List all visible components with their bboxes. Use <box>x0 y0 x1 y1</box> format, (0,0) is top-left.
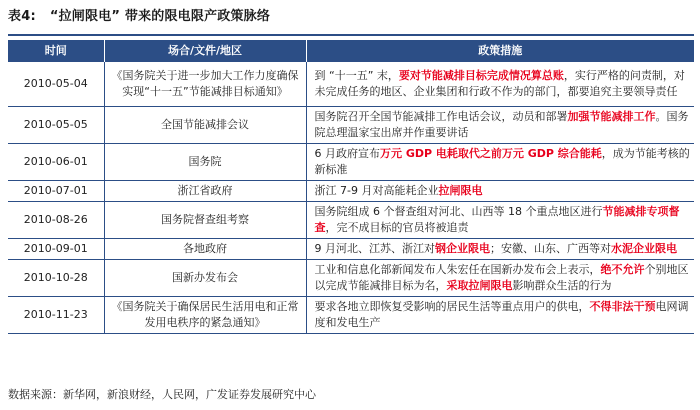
data-source-note: 数据来源：新华网，新浪财经，人民网，广发证券发展研究中心 <box>8 388 316 401</box>
cell-place: 各地政府 <box>104 238 306 259</box>
measure-text: ，实行严格的问责制，对未完成任务的地区、企业集团和行政不作为的部门，都要追究主要领导责任 <box>314 68 685 98</box>
policy-table <box>8 40 694 334</box>
measure-text: 到 “十一五” 末， <box>314 68 399 82</box>
highlighted-text: 钢企业限电 <box>435 241 490 255</box>
measure-text: 影响群众生活的行为 <box>512 278 612 292</box>
cell-measure <box>306 180 694 201</box>
cell-measure <box>306 62 694 106</box>
table-row <box>8 259 694 296</box>
highlighted-text: 不得非法干预 <box>589 299 656 313</box>
highlighted-text: 万元 GDP 电耗取代之前万元 GDP 综合能耗 <box>380 146 602 160</box>
cell-measure <box>306 296 694 333</box>
cell-place: 国务院督查组考察 <box>104 201 306 238</box>
highlighted-text: 采取拉闸限电 <box>446 278 513 292</box>
table-row <box>8 143 694 180</box>
cell-date: 2010-08-26 <box>8 201 104 238</box>
cell-measure <box>306 143 694 180</box>
measure-text: 6 月政府宣布 <box>314 146 380 160</box>
cell-place: 国务院 <box>104 143 306 180</box>
measure-text: ；安徽、山东、广西等对 <box>490 241 611 255</box>
highlighted-text: 水泥企业限电 <box>611 241 677 255</box>
header-measure: 政策措施 <box>306 40 694 62</box>
cell-measure <box>306 201 694 238</box>
table-number: 表4: <box>8 9 36 24</box>
table-row <box>8 62 694 106</box>
measure-text: 个别地区以完成节能减排目标为名， <box>314 262 689 292</box>
cell-date: 2010-06-01 <box>8 143 104 180</box>
cell-measure <box>306 238 694 259</box>
table-row <box>8 238 694 259</box>
table-row <box>8 201 694 238</box>
measure-text: 电网调度和发电生产 <box>314 299 689 329</box>
cell-place: 《国务院关于确保居民生活用电和正常发用电秩序的紧急通知》 <box>104 296 306 333</box>
table-title-text: “拉闸限电” 带来的限电限产政策脉络 <box>49 9 271 24</box>
measure-text: ，成为节能考核的新标准 <box>314 146 690 176</box>
table-header-row <box>8 40 694 62</box>
highlighted-text: 要对节能减排目标完成情况算总账 <box>398 68 564 82</box>
cell-place: 《国务院关于进一步加大工作力度确保实现“十一五”节能减排目标通知》 <box>104 62 306 106</box>
measure-text: 。国务院总理温家宝出席并作重要讲话 <box>314 109 689 139</box>
cell-date: 2010-11-23 <box>8 296 104 333</box>
cell-place: 国新办发布会 <box>104 259 306 296</box>
cell-place: 浙江省政府 <box>104 180 306 201</box>
measure-text: 国务院召开全国节能减排工作电话会议，动员和部署 <box>314 109 568 123</box>
measure-text: ，完不成目标的官员将被追责 <box>325 220 469 234</box>
table-row <box>8 180 694 201</box>
measure-text: 国务院组成 6 个督查组对河北、山西等 18 个重点地区进行 <box>314 204 603 218</box>
measure-text: 9 月河北、江苏、浙江对 <box>314 241 435 255</box>
cell-measure <box>306 259 694 296</box>
highlighted-text: 拉闸限电 <box>438 183 483 197</box>
highlighted-text: 节能减排专项督查 <box>314 204 680 234</box>
highlighted-text: 加强节能减排工作 <box>567 109 656 123</box>
header-place: 场合/文件/地区 <box>104 40 306 62</box>
title-divider <box>8 34 694 36</box>
measure-text: 工业和信息化部新闻发布人朱宏任在国新办发布会上表示， <box>314 262 601 276</box>
cell-date: 2010-05-05 <box>8 106 104 143</box>
table-row <box>8 296 694 333</box>
measure-text: 浙江 7-9 月对高能耗企业 <box>314 183 439 197</box>
cell-measure <box>306 106 694 143</box>
measure-text: 要求各地立即恢复受影响的居民生活等重点用户的供电， <box>314 299 590 313</box>
table-row <box>8 106 694 143</box>
cell-date: 2010-07-01 <box>8 180 104 201</box>
highlighted-text: 绝不允许 <box>600 262 645 276</box>
cell-place: 全国节能减排会议 <box>104 106 306 143</box>
header-date: 时间 <box>8 40 104 62</box>
table-title <box>8 5 270 24</box>
cell-date: 2010-09-01 <box>8 238 104 259</box>
cell-date: 2010-05-04 <box>8 62 104 106</box>
cell-date: 2010-10-28 <box>8 259 104 296</box>
